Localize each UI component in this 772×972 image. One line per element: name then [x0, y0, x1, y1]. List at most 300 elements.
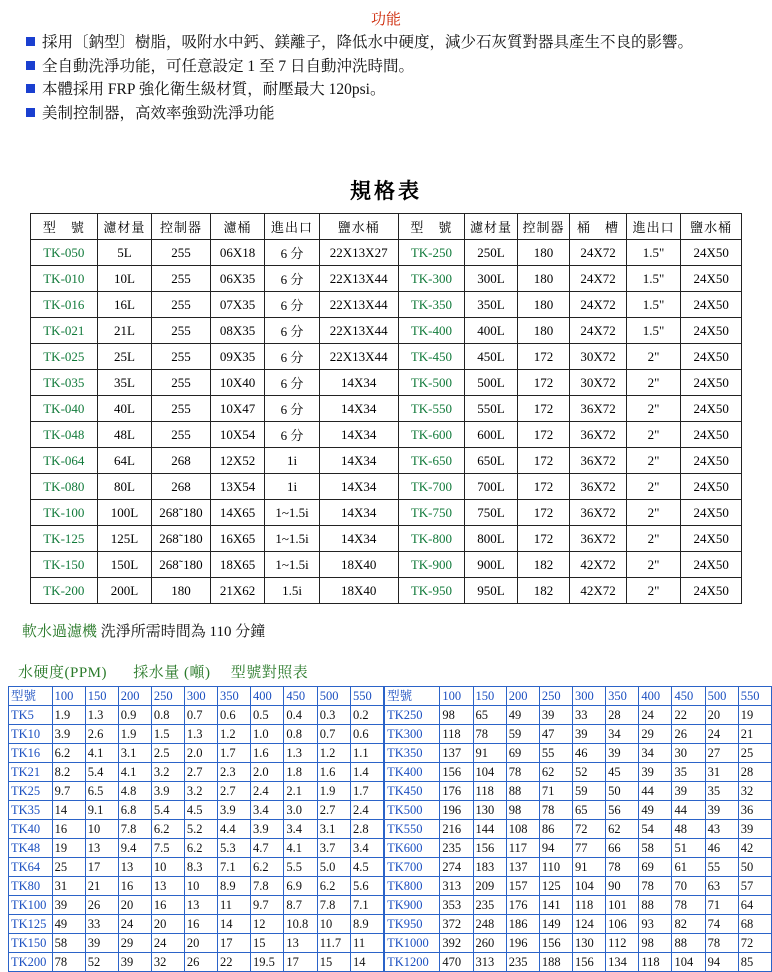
- spec-model-cell: TK-700: [398, 474, 465, 500]
- spec-cell: 600L: [465, 422, 518, 448]
- spec-cell: 268˜180: [152, 552, 211, 578]
- hardness-cell: 24: [639, 706, 672, 725]
- hardness-cell: 29: [118, 934, 151, 953]
- table-row: [385, 782, 772, 801]
- hardness-cell: 26: [184, 953, 217, 972]
- table-row: [9, 915, 384, 934]
- spec-model-cell: TK-300: [398, 266, 465, 292]
- hardness-model-cell: TK80: [9, 877, 53, 896]
- features-title: 功能: [370, 11, 401, 28]
- spec-model-cell: TK-016: [31, 292, 98, 318]
- spec-model-cell: TK-650: [398, 448, 465, 474]
- table-row: [31, 344, 742, 370]
- spec-header-cell: 濾桶: [210, 214, 265, 240]
- hardness-header-cell: 350: [217, 687, 250, 706]
- spec-cell: 255: [152, 292, 211, 318]
- hardness-cell: 7.8: [251, 877, 284, 896]
- spec-cell: 14X34: [319, 422, 398, 448]
- hardness-header-cell: 150: [473, 687, 506, 706]
- hardness-cell: 3.1: [317, 820, 350, 839]
- hardness-cell: 1.0: [251, 725, 284, 744]
- hardness-cell: 69: [506, 744, 539, 763]
- spec-cell: 24X50: [681, 292, 742, 318]
- hardness-model-cell: TK150: [9, 934, 53, 953]
- spec-cell: 80L: [97, 474, 152, 500]
- spec-cell: 180: [152, 578, 211, 604]
- table-row: [31, 578, 742, 604]
- hardness-cell: 91: [473, 744, 506, 763]
- table-row: [385, 877, 772, 896]
- spec-model-cell: TK-150: [31, 552, 98, 578]
- hardness-cell: 3.4: [284, 820, 317, 839]
- spec-cell: 172: [517, 474, 570, 500]
- hardness-cell: 82: [672, 915, 705, 934]
- table-row: [385, 858, 772, 877]
- hardness-cell: 176: [506, 896, 539, 915]
- hardness-model-cell: TK800: [385, 877, 440, 896]
- hardness-cell: 78: [639, 877, 672, 896]
- table-row: [9, 953, 384, 972]
- hardness-cell: 156: [473, 839, 506, 858]
- hardness-header-cell: 400: [639, 687, 672, 706]
- hardness-cell: 5.4: [85, 763, 118, 782]
- hardness-cell: 39: [705, 801, 738, 820]
- hardness-cell: 176: [440, 782, 473, 801]
- hardness-cell: 77: [573, 839, 606, 858]
- hardness-cell: 6.2: [151, 820, 184, 839]
- hardness-cell: 59: [573, 782, 606, 801]
- spec-cell: 24X50: [681, 266, 742, 292]
- hardness-header-cell: 300: [573, 687, 606, 706]
- hardness-cell: 91: [573, 858, 606, 877]
- hardness-cell: 8.9: [217, 877, 250, 896]
- hardness-cell: 9.4: [118, 839, 151, 858]
- hardness-cell: 7.5: [151, 839, 184, 858]
- square-bullet-icon: [26, 61, 35, 70]
- hardness-model-cell: TK16: [9, 744, 53, 763]
- spec-model-cell: TK-800: [398, 526, 465, 552]
- spec-cell: 268˜180: [152, 526, 211, 552]
- hardness-cell: 6.2: [251, 858, 284, 877]
- spec-cell: 255: [152, 396, 211, 422]
- hardness-cell: 1.2: [317, 744, 350, 763]
- table-row: [31, 318, 742, 344]
- hardness-cell: 16: [151, 896, 184, 915]
- table-row: [9, 934, 384, 953]
- hardness-cell: 71: [539, 782, 572, 801]
- hardness-cell: 8.9: [351, 915, 384, 934]
- hardness-cell: 33: [85, 915, 118, 934]
- hardness-right-header-row: [385, 687, 772, 706]
- spec-cell: 950L: [465, 578, 518, 604]
- hardness-header-cell: 250: [151, 687, 184, 706]
- hardness-cell: 48: [672, 820, 705, 839]
- spec-model-cell: TK-200: [31, 578, 98, 604]
- hardness-cell: 44: [639, 782, 672, 801]
- hardness-cell: 68: [738, 915, 771, 934]
- hardness-cell: 104: [672, 953, 705, 972]
- hardness-cell: 2.6: [85, 725, 118, 744]
- spec-cell: 1~1.5i: [265, 526, 320, 552]
- hardness-cell: 20: [184, 934, 217, 953]
- hardness-model-cell: TK250: [385, 706, 440, 725]
- hardness-cell: 3.9: [217, 801, 250, 820]
- hardness-cell: 7.8: [317, 896, 350, 915]
- hardness-model-cell: TK400: [385, 763, 440, 782]
- spec-cell: 10L: [97, 266, 152, 292]
- spec-cell: 16X65: [210, 526, 265, 552]
- spec-cell: 1~1.5i: [265, 552, 320, 578]
- spec-cell: 07X35: [210, 292, 265, 318]
- spec-cell: 40L: [97, 396, 152, 422]
- hardness-cell: 4.4: [217, 820, 250, 839]
- spec-cell: 06X18: [210, 240, 265, 266]
- hardness-cell: 9.7: [52, 782, 85, 801]
- spec-cell: 14X34: [319, 370, 398, 396]
- hardness-cell: 188: [539, 953, 572, 972]
- hardness-cell: 0.6: [217, 706, 250, 725]
- spec-cell: 268: [152, 474, 211, 500]
- spec-header-cell: 濾材量: [465, 214, 518, 240]
- hardness-header-cell: 300: [184, 687, 217, 706]
- hardness-cell: 3.9: [151, 782, 184, 801]
- hardness-cell: 54: [639, 820, 672, 839]
- spec-cell: 18X40: [319, 552, 398, 578]
- feature-item: [26, 55, 772, 79]
- spec-cell: 6 分: [265, 240, 320, 266]
- hardness-cell: 74: [705, 915, 738, 934]
- spec-cell: 300L: [465, 266, 518, 292]
- hardness-cell: 20: [705, 706, 738, 725]
- hardness-cell: 3.0: [284, 801, 317, 820]
- hardness-cell: 183: [473, 858, 506, 877]
- hardness-cell: 50: [738, 858, 771, 877]
- hardness-model-cell: TK40: [9, 820, 53, 839]
- spec-cell: 255: [152, 344, 211, 370]
- feature-item: [26, 102, 772, 126]
- hardness-cell: 3.7: [317, 839, 350, 858]
- hardness-cell: 32: [738, 782, 771, 801]
- hardness-cell: 65: [573, 801, 606, 820]
- hardness-header-cell: 200: [118, 687, 151, 706]
- hardness-model-cell: TK900: [385, 896, 440, 915]
- hardness-cell: 2.0: [251, 763, 284, 782]
- hardness-cell: 6.8: [118, 801, 151, 820]
- spec-cell: 172: [517, 396, 570, 422]
- hardness-cell: 39: [52, 896, 85, 915]
- hardness-cell: 11.7: [317, 934, 350, 953]
- spec-cell: 700L: [465, 474, 518, 500]
- hardness-cell: 21: [738, 725, 771, 744]
- table-row: [9, 820, 384, 839]
- spec-cell: 182: [517, 552, 570, 578]
- hardness-cell: 7.1: [351, 896, 384, 915]
- hardness-cell: 156: [573, 953, 606, 972]
- hardness-cell: 34: [639, 744, 672, 763]
- hardness-cell: 209: [473, 877, 506, 896]
- hardness-cell: 141: [539, 896, 572, 915]
- hardness-cell: 0.7: [184, 706, 217, 725]
- spec-cell: 2": [626, 344, 681, 370]
- hardness-cell: 144: [473, 820, 506, 839]
- hardness-cell: 25: [738, 744, 771, 763]
- hardness-cell: 6.9: [284, 877, 317, 896]
- hardness-model-cell: TK1200: [385, 953, 440, 972]
- spec-cell: 450L: [465, 344, 518, 370]
- hardness-cell: 12: [251, 915, 284, 934]
- hardness-cell: 4.1: [85, 744, 118, 763]
- spec-model-cell: TK-035: [31, 370, 98, 396]
- hardness-cell: 196: [506, 934, 539, 953]
- spec-model-cell: TK-500: [398, 370, 465, 396]
- hardness-cell: 1.9: [118, 725, 151, 744]
- hardness-cell: 235: [506, 953, 539, 972]
- hardness-cell: 13: [118, 858, 151, 877]
- spec-cell: 36X72: [570, 448, 627, 474]
- hardness-cell: 8.7: [284, 896, 317, 915]
- hardness-left-header-row: [9, 687, 384, 706]
- hardness-cell: 5.0: [317, 858, 350, 877]
- spec-header-cell: 鹽水桶: [319, 214, 398, 240]
- hardness-cell: 2.0: [184, 744, 217, 763]
- hardness-model-cell: TK500: [385, 801, 440, 820]
- hardness-cell: 3.9: [52, 725, 85, 744]
- table-row: [385, 896, 772, 915]
- hardness-cell: 58: [639, 839, 672, 858]
- hardness-cell: 55: [705, 858, 738, 877]
- hardness-cell: 98: [506, 801, 539, 820]
- note-green-text: 軟水過濾機: [22, 624, 98, 641]
- hardness-model-cell: TK600: [385, 839, 440, 858]
- spec-cell: 42X72: [570, 578, 627, 604]
- spec-cell: 21X62: [210, 578, 265, 604]
- hardness-cell: 19: [52, 839, 85, 858]
- hardness-cell: 88: [506, 782, 539, 801]
- hardness-cell: 36: [738, 801, 771, 820]
- spec-cell: 24X50: [681, 578, 742, 604]
- spec-cell: 36X72: [570, 474, 627, 500]
- hardness-cell: 108: [506, 820, 539, 839]
- hardness-cell: 86: [539, 820, 572, 839]
- hardness-cell: 353: [440, 896, 473, 915]
- spec-cell: 400L: [465, 318, 518, 344]
- hardness-header-cell: 400: [251, 687, 284, 706]
- table-row: [9, 839, 384, 858]
- hardness-cell: 39: [539, 706, 572, 725]
- spec-cell: 5L: [97, 240, 152, 266]
- hardness-header-cell: 100: [52, 687, 85, 706]
- spec-header-cell: 鹽水桶: [681, 214, 742, 240]
- hardness-cell: 56: [606, 801, 639, 820]
- hardness-cell: 3.1: [118, 744, 151, 763]
- hardness-cell: 16: [118, 877, 151, 896]
- hardness-cell: 15: [251, 934, 284, 953]
- hardness-cell: 35: [672, 763, 705, 782]
- hardness-section-heading: [18, 661, 772, 682]
- table-row: [9, 858, 384, 877]
- hardness-table-right: [384, 686, 772, 972]
- hardness-cell: 39: [85, 934, 118, 953]
- hardness-cell: 20: [151, 915, 184, 934]
- hardness-cell: 78: [539, 801, 572, 820]
- hardness-cell: 106: [606, 915, 639, 934]
- table-row: [385, 934, 772, 953]
- hardness-cell: 17: [284, 953, 317, 972]
- spec-cell: 08X35: [210, 318, 265, 344]
- spec-header-cell: 控制器: [152, 214, 211, 240]
- hardness-cell: 45: [606, 763, 639, 782]
- hardness-cell: 14: [217, 915, 250, 934]
- hardness-cell: 10: [317, 915, 350, 934]
- hardness-cell: 3.2: [151, 763, 184, 782]
- spec-cell: 14X34: [319, 500, 398, 526]
- spec-table-body: [31, 240, 742, 604]
- hardness-cell: 42: [738, 839, 771, 858]
- table-row: [9, 896, 384, 915]
- table-row: [9, 877, 384, 896]
- table-row: [31, 422, 742, 448]
- hardness-cell: 5.4: [151, 801, 184, 820]
- hardness-cell: 1.3: [85, 706, 118, 725]
- hardness-header-cell: 450: [672, 687, 705, 706]
- hardness-model-cell: TK48: [9, 839, 53, 858]
- hardness-cell: 10: [85, 820, 118, 839]
- hardness-header-cell: 100: [440, 687, 473, 706]
- hardness-cell: 14: [52, 801, 85, 820]
- hardness-cell: 2.7: [317, 801, 350, 820]
- table-row: [31, 240, 742, 266]
- hardness-cell: 4.1: [118, 763, 151, 782]
- hardness-cell: 26: [672, 725, 705, 744]
- table-row: [31, 552, 742, 578]
- hardness-cell: 49: [639, 801, 672, 820]
- hardness-cell: 4.5: [184, 801, 217, 820]
- spec-cell: 172: [517, 448, 570, 474]
- hardness-cell: 27: [705, 744, 738, 763]
- spec-cell: 2": [626, 396, 681, 422]
- hardness-header-cell: 150: [85, 687, 118, 706]
- hardness-cell: 156: [440, 763, 473, 782]
- spec-header-cell: 控制器: [517, 214, 570, 240]
- hardness-cell: 78: [606, 858, 639, 877]
- hardness-cell: 149: [539, 915, 572, 934]
- spec-cell: 1~1.5i: [265, 500, 320, 526]
- hardness-cell: 1.3: [184, 725, 217, 744]
- hardness-model-cell: TK450: [385, 782, 440, 801]
- hardness-cell: 10: [151, 858, 184, 877]
- hardness-cell: 1.9: [317, 782, 350, 801]
- table-row: [31, 500, 742, 526]
- hardness-cell: 69: [639, 858, 672, 877]
- hardness-cell: 130: [473, 801, 506, 820]
- hardness-cell: 70: [672, 877, 705, 896]
- hardness-cell: 9.7: [251, 896, 284, 915]
- hardness-cell: 1.3: [284, 744, 317, 763]
- spec-cell: 180: [517, 266, 570, 292]
- hardness-cell: 4.7: [251, 839, 284, 858]
- hardness-cell: 7.1: [217, 858, 250, 877]
- hardness-cell: 52: [573, 763, 606, 782]
- hardness-cell: 0.9: [118, 706, 151, 725]
- hardness-cell: 78: [705, 934, 738, 953]
- spec-cell: 30X72: [570, 370, 627, 396]
- spec-cell: 24X50: [681, 448, 742, 474]
- hardness-cell: 104: [573, 877, 606, 896]
- hardness-model-cell: TK300: [385, 725, 440, 744]
- spec-cell: 24X50: [681, 474, 742, 500]
- hardness-cell: 0.2: [351, 706, 384, 725]
- hardness-model-cell: TK21: [9, 763, 53, 782]
- hardness-cell: 24: [705, 725, 738, 744]
- hardness-cell: 0.8: [284, 725, 317, 744]
- spec-cell: 255: [152, 240, 211, 266]
- table-row: [385, 953, 772, 972]
- hardness-cell: 14: [351, 953, 384, 972]
- hardness-cell: 118: [440, 725, 473, 744]
- spec-model-cell: TK-125: [31, 526, 98, 552]
- hardness-cell: 6.2: [184, 839, 217, 858]
- hardness-header-cell: 550: [351, 687, 384, 706]
- hardness-cell: 10: [184, 877, 217, 896]
- spec-cell: 268: [152, 448, 211, 474]
- hardness-cell: 98: [639, 934, 672, 953]
- note-black-text: 洗淨所需時間為 110 分鐘: [100, 624, 266, 641]
- spec-cell: 2": [626, 552, 681, 578]
- square-bullet-icon: [26, 37, 35, 46]
- spec-model-cell: TK-050: [31, 240, 98, 266]
- spec-cell: 48L: [97, 422, 152, 448]
- hardness-cell: 31: [52, 877, 85, 896]
- spec-cell: 125L: [97, 526, 152, 552]
- spec-header-cell: 進出口: [626, 214, 681, 240]
- hardness-cell: 0.7: [317, 725, 350, 744]
- hardness-right-body: [385, 706, 772, 972]
- hardness-cell: 71: [705, 896, 738, 915]
- hardness-cell: 3.2: [184, 782, 217, 801]
- hardness-cell: 94: [539, 839, 572, 858]
- hardness-model-cell: TK550: [385, 820, 440, 839]
- spec-cell: 14X34: [319, 448, 398, 474]
- table-row: [385, 744, 772, 763]
- hardness-heading-volume: 採水量 (噸): [133, 665, 211, 682]
- hardness-cell: 2.4: [351, 801, 384, 820]
- spec-header-cell: 進出口: [265, 214, 320, 240]
- hardness-cell: 62: [606, 820, 639, 839]
- spec-model-cell: TK-600: [398, 422, 465, 448]
- hardness-cell: 1.6: [251, 744, 284, 763]
- hardness-cell: 31: [705, 763, 738, 782]
- hardness-model-cell: TK25: [9, 782, 53, 801]
- hardness-cell: 61: [672, 858, 705, 877]
- hardness-cell: 156: [539, 934, 572, 953]
- spec-cell: 350L: [465, 292, 518, 318]
- spec-cell: 1.5": [626, 318, 681, 344]
- hardness-cell: 19.5: [251, 953, 284, 972]
- hardness-cell: 8.3: [184, 858, 217, 877]
- hardness-cell: 88: [672, 934, 705, 953]
- table-row: [385, 763, 772, 782]
- spec-model-cell: TK-064: [31, 448, 98, 474]
- feature-text: 全自動洗淨功能，可任意設定 1 至 7 日自動沖洗時間。: [42, 57, 415, 75]
- spec-cell: 30X72: [570, 344, 627, 370]
- hardness-cell: 260: [473, 934, 506, 953]
- hardness-cell: 10.8: [284, 915, 317, 934]
- hardness-cell: 72: [573, 820, 606, 839]
- spec-cell: 900L: [465, 552, 518, 578]
- hardness-cell: 1.9: [52, 706, 85, 725]
- hardness-cell: 50: [606, 782, 639, 801]
- hardness-cell: 43: [705, 820, 738, 839]
